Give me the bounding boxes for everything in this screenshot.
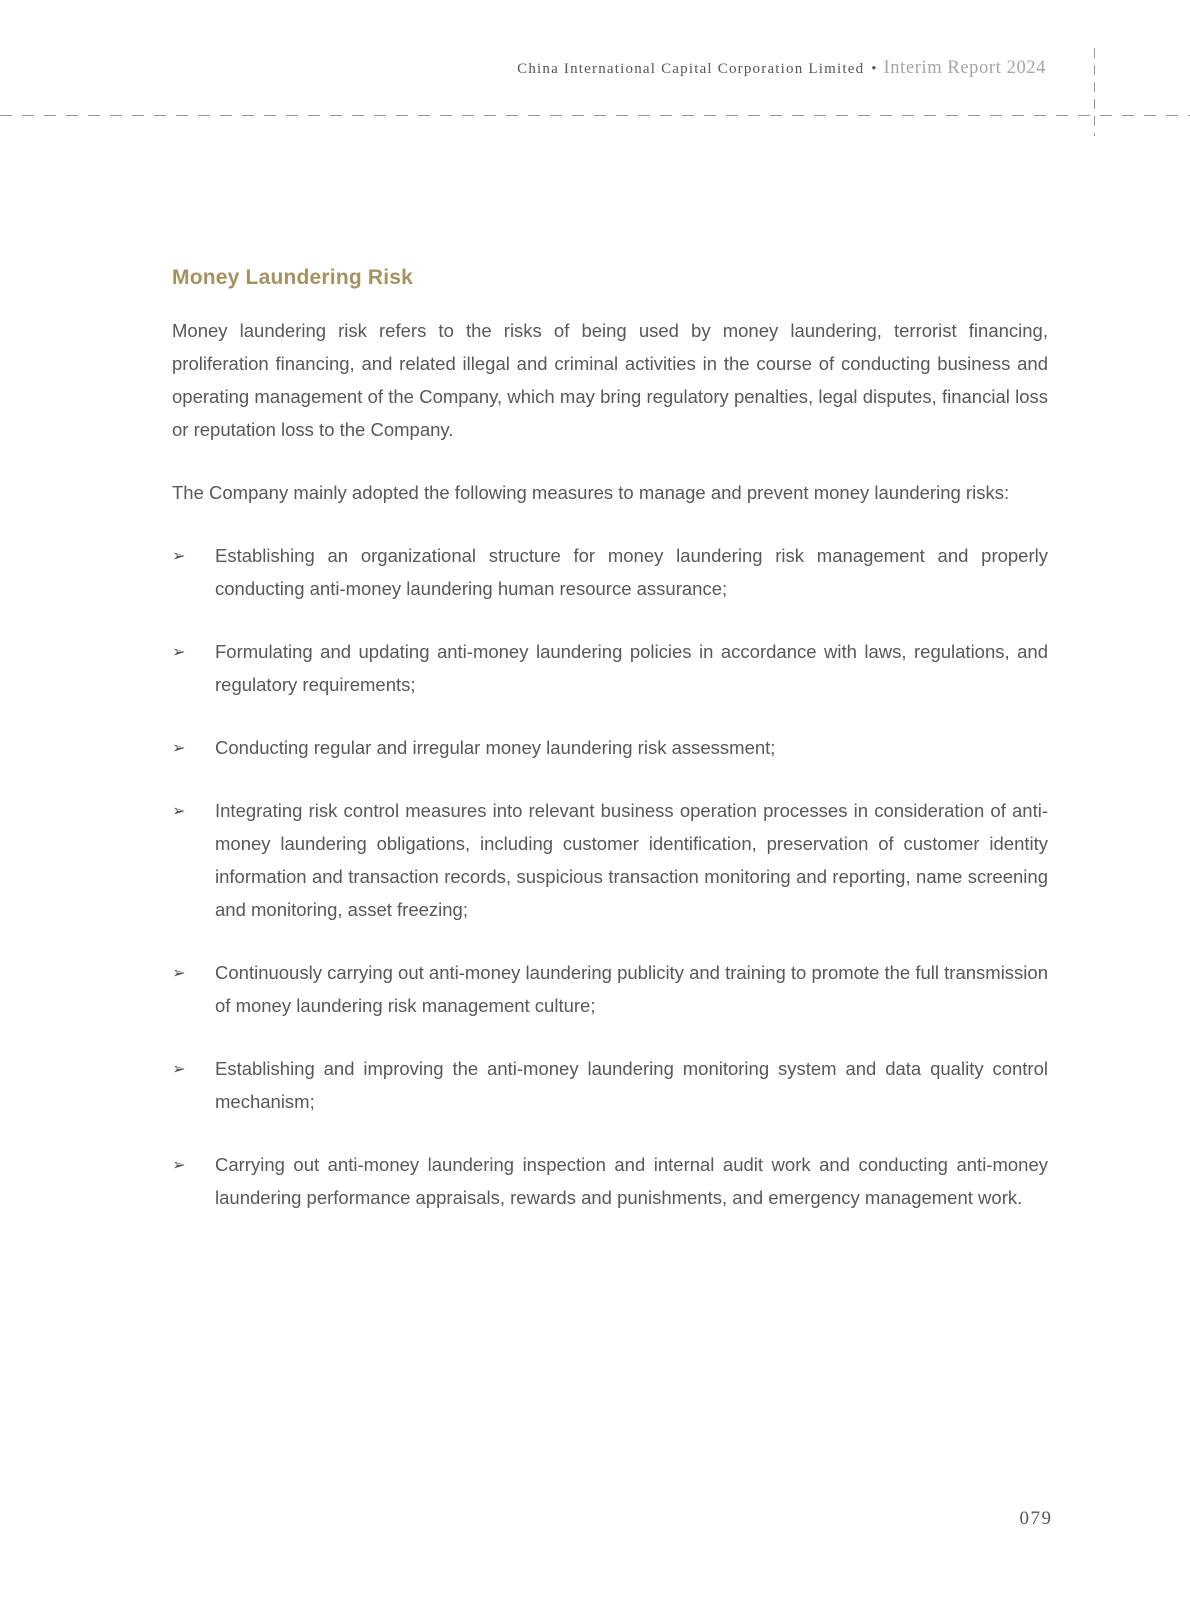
bullet-text: Formulating and updating anti-money laundering policies in accordance with laws, regulations, and regulatory requirements; [215,641,1048,695]
page-number: 079 [1019,1508,1053,1529]
list-item [172,1052,1048,1118]
list-item [172,539,1048,605]
header-separator-dot: • [871,61,877,77]
bullet-text: Carrying out anti-money laundering inspection and internal audit work and conducting anti-money laundering performance appraisals, rewards and punishments, and emergency management work. [215,1154,1048,1208]
list-item [172,731,1048,764]
list-item [172,635,1048,701]
arrow-bullet-icon: ➢ [172,740,186,757]
arrow-bullet-icon: ➢ [172,644,186,661]
arrow-bullet-icon: ➢ [172,965,186,982]
horizontal-dashed-divider [0,115,1190,116]
arrow-bullet-icon: ➢ [172,803,186,820]
company-name: China International Capital Corporation Limited [517,61,865,77]
measures-lead-paragraph: The Company mainly adopted the following measures to manage and prevent money laundering risks: [172,482,1010,503]
arrow-bullet-icon: ➢ [172,1157,186,1174]
section-title: Money Laundering Risk [172,266,414,289]
bullet-text: Integrating risk control measures into relevant business operation processes in consideration of anti-money laundering obligations, including customer identification, preservation of customer identity information and transaction records, suspicious transaction monitoring and reporting, name screening and monitoring, asset freezing; [215,800,1048,920]
list-item [172,794,1048,926]
measures-bullet-list [172,539,1048,1214]
vertical-dashed-divider [1094,48,1095,136]
bullet-text: Establishing and improving the anti-money laundering monitoring system and data quality control mechanism; [215,1058,1048,1112]
list-item [172,1148,1048,1214]
list-item [172,956,1048,1022]
bullet-text: Establishing an organizational structure for money laundering risk management and properly conducting anti-money laundering human resource assurance; [215,545,1048,599]
report-title: Interim Report 2024 [883,58,1046,78]
content-column [172,266,1048,1244]
bullet-text: Continuously carrying out anti-money laundering publicity and training to promote the full transmission of money laundering risk management culture; [215,962,1048,1016]
intro-paragraph: Money laundering risk refers to the risks of being used by money laundering, terrorist financing, proliferation financing, and related illegal and criminal activities in the course of conducting business and operating management of the Company, which may bring regulatory penalties, legal disputes, financial loss or reputation loss to the Company. [172,320,1048,440]
arrow-bullet-icon: ➢ [172,548,186,565]
bullet-text: Conducting regular and irregular money laundering risk assessment; [215,737,776,758]
page-header [517,58,1046,79]
arrow-bullet-icon: ➢ [172,1061,186,1078]
